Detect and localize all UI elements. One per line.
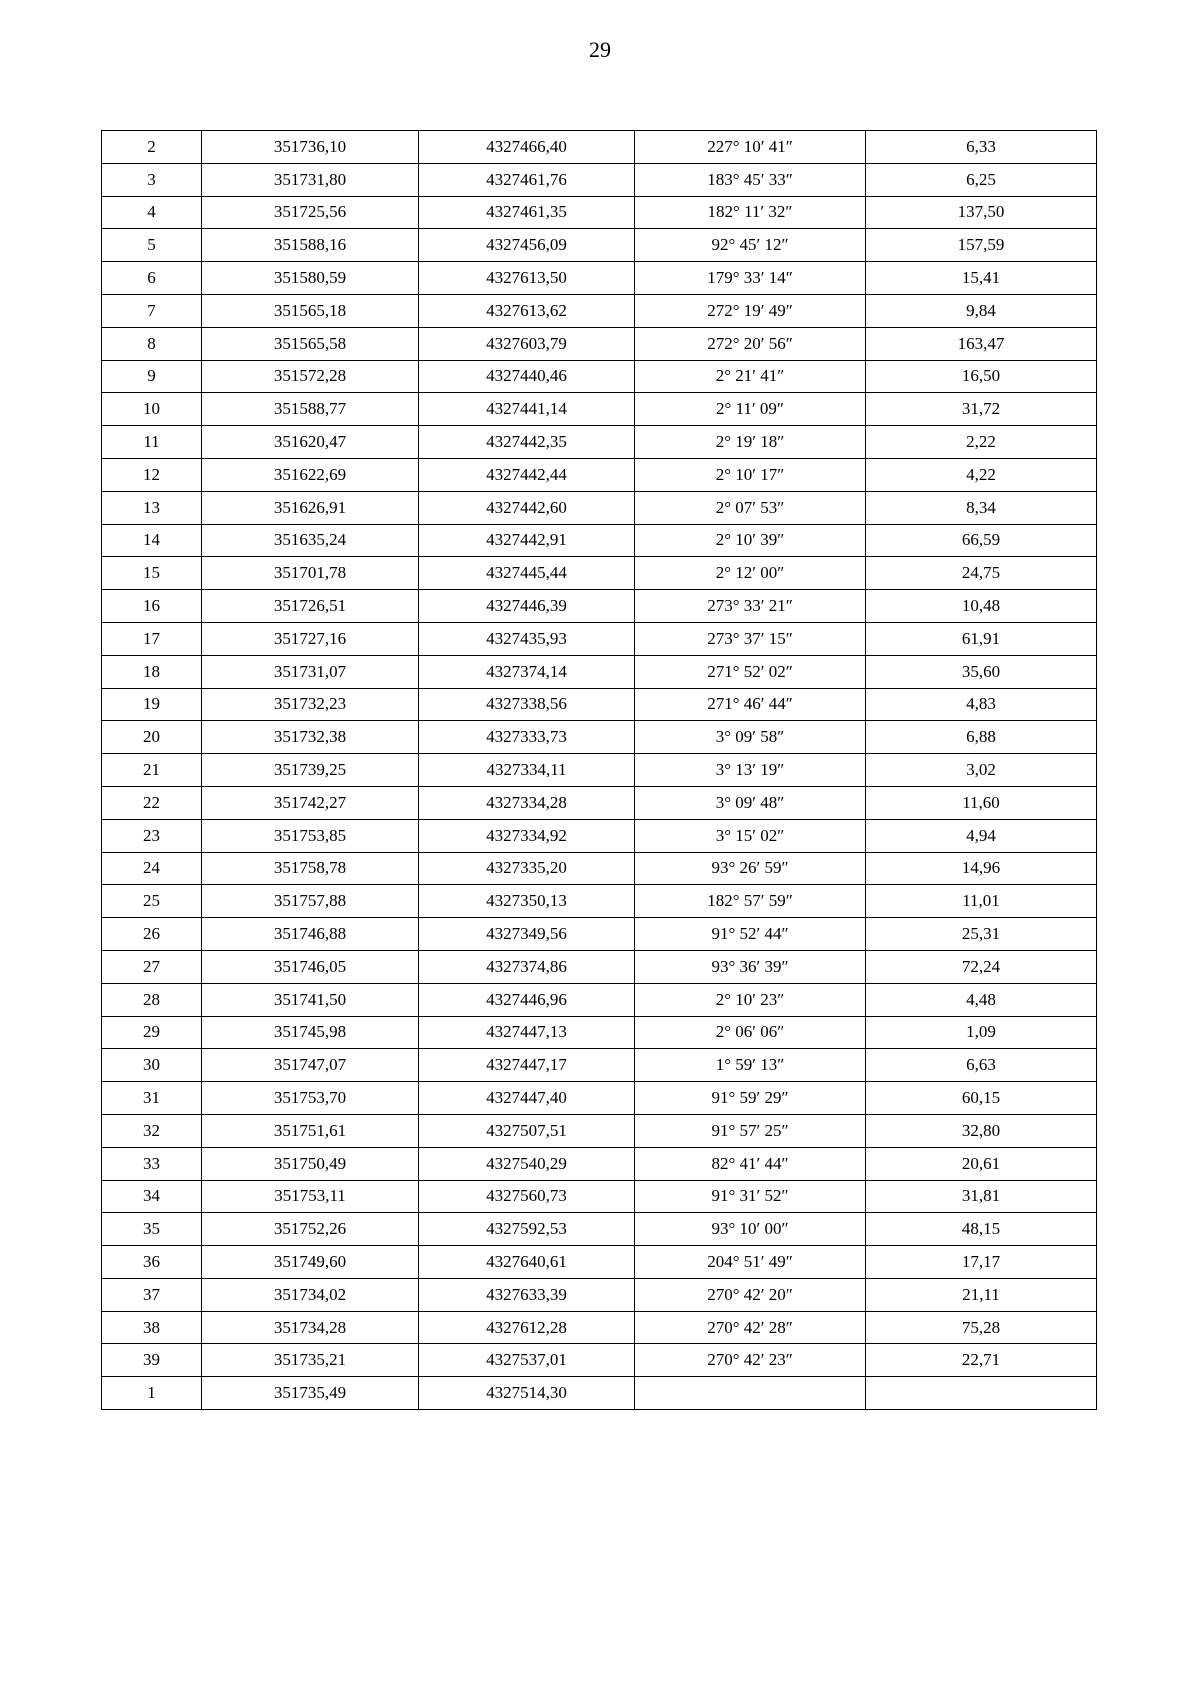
x-coordinate-cell: 351749,60 [202, 1246, 419, 1279]
y-coordinate-cell: 4327446,96 [419, 983, 635, 1016]
table-row [102, 819, 1097, 852]
x-coordinate-cell: 351726,51 [202, 590, 419, 623]
table-row [102, 754, 1097, 787]
distance-cell: 157,59 [866, 229, 1097, 262]
point-number-cell: 8 [102, 327, 202, 360]
point-number-cell: 32 [102, 1114, 202, 1147]
point-number-cell: 7 [102, 294, 202, 327]
x-coordinate-cell: 351753,11 [202, 1180, 419, 1213]
point-number-cell: 4 [102, 196, 202, 229]
y-coordinate-cell: 4327338,56 [419, 688, 635, 721]
table-row [102, 1180, 1097, 1213]
bearing-cell: 93° 26′ 59″ [635, 852, 866, 885]
bearing-cell: 3° 15′ 02″ [635, 819, 866, 852]
x-coordinate-cell: 351572,28 [202, 360, 419, 393]
table-row [102, 1016, 1097, 1049]
table-row [102, 950, 1097, 983]
point-number-cell: 28 [102, 983, 202, 1016]
bearing-cell: 271° 46′ 44″ [635, 688, 866, 721]
bearing-cell: 270° 42′ 20″ [635, 1278, 866, 1311]
bearing-cell: 1° 59′ 13″ [635, 1049, 866, 1082]
x-coordinate-cell: 351741,50 [202, 983, 419, 1016]
y-coordinate-cell: 4327334,11 [419, 754, 635, 787]
point-number-cell: 10 [102, 393, 202, 426]
point-number-cell: 5 [102, 229, 202, 262]
table-row [102, 1147, 1097, 1180]
point-number-cell: 39 [102, 1344, 202, 1377]
bearing-cell: 91° 59′ 29″ [635, 1082, 866, 1115]
table-row [102, 1377, 1097, 1410]
distance-cell: 31,72 [866, 393, 1097, 426]
table-row [102, 983, 1097, 1016]
table-row [102, 721, 1097, 754]
distance-cell: 4,48 [866, 983, 1097, 1016]
point-number-cell: 31 [102, 1082, 202, 1115]
y-coordinate-cell: 4327440,46 [419, 360, 635, 393]
distance-cell: 4,94 [866, 819, 1097, 852]
point-number-cell: 22 [102, 786, 202, 819]
point-number-cell: 25 [102, 885, 202, 918]
x-coordinate-cell: 351753,85 [202, 819, 419, 852]
point-number-cell: 6 [102, 262, 202, 295]
table-row [102, 491, 1097, 524]
bearing-cell: 93° 10′ 00″ [635, 1213, 866, 1246]
bearing-cell: 82° 41′ 44″ [635, 1147, 866, 1180]
distance-cell: 22,71 [866, 1344, 1097, 1377]
bearing-cell: 91° 57′ 25″ [635, 1114, 866, 1147]
y-coordinate-cell: 4327447,17 [419, 1049, 635, 1082]
distance-cell: 14,96 [866, 852, 1097, 885]
point-number-cell: 34 [102, 1180, 202, 1213]
point-number-cell: 35 [102, 1213, 202, 1246]
distance-cell: 25,31 [866, 918, 1097, 951]
distance-cell: 61,91 [866, 622, 1097, 655]
distance-cell: 6,25 [866, 163, 1097, 196]
point-number-cell: 11 [102, 426, 202, 459]
distance-cell: 9,84 [866, 294, 1097, 327]
distance-cell: 1,09 [866, 1016, 1097, 1049]
bearing-cell: 2° 07′ 53″ [635, 491, 866, 524]
y-coordinate-cell: 4327613,50 [419, 262, 635, 295]
point-number-cell: 30 [102, 1049, 202, 1082]
bearing-cell: 273° 33′ 21″ [635, 590, 866, 623]
distance-cell: 17,17 [866, 1246, 1097, 1279]
x-coordinate-cell: 351731,80 [202, 163, 419, 196]
point-number-cell: 29 [102, 1016, 202, 1049]
y-coordinate-cell: 4327456,09 [419, 229, 635, 262]
distance-cell: 4,83 [866, 688, 1097, 721]
table-row [102, 458, 1097, 491]
x-coordinate-cell: 351565,18 [202, 294, 419, 327]
bearing-cell: 2° 19′ 18″ [635, 426, 866, 459]
point-number-cell: 37 [102, 1278, 202, 1311]
point-number-cell: 20 [102, 721, 202, 754]
point-number-cell: 24 [102, 852, 202, 885]
distance-cell: 16,50 [866, 360, 1097, 393]
table-row [102, 918, 1097, 951]
y-coordinate-cell: 4327349,56 [419, 918, 635, 951]
x-coordinate-cell: 351727,16 [202, 622, 419, 655]
point-number-cell: 13 [102, 491, 202, 524]
y-coordinate-cell: 4327446,39 [419, 590, 635, 623]
bearing-cell: 2° 10′ 39″ [635, 524, 866, 557]
bearing-cell: 2° 06′ 06″ [635, 1016, 866, 1049]
x-coordinate-cell: 351751,61 [202, 1114, 419, 1147]
table-row [102, 1246, 1097, 1279]
bearing-cell: 272° 20′ 56″ [635, 327, 866, 360]
table-row [102, 163, 1097, 196]
y-coordinate-cell: 4327335,20 [419, 852, 635, 885]
distance-cell: 15,41 [866, 262, 1097, 295]
y-coordinate-cell: 4327540,29 [419, 1147, 635, 1180]
x-coordinate-cell: 351626,91 [202, 491, 419, 524]
y-coordinate-cell: 4327374,14 [419, 655, 635, 688]
distance-cell: 35,60 [866, 655, 1097, 688]
distance-cell: 75,28 [866, 1311, 1097, 1344]
bearing-cell: 2° 21′ 41″ [635, 360, 866, 393]
bearing-cell: 270° 42′ 23″ [635, 1344, 866, 1377]
table-row [102, 327, 1097, 360]
x-coordinate-cell: 351736,10 [202, 131, 419, 164]
point-number-cell: 9 [102, 360, 202, 393]
distance-cell: 11,60 [866, 786, 1097, 819]
point-number-cell: 15 [102, 557, 202, 590]
coordinates-table-body [102, 131, 1097, 1410]
distance-cell: 137,50 [866, 196, 1097, 229]
y-coordinate-cell: 4327374,86 [419, 950, 635, 983]
bearing-cell: 204° 51′ 49″ [635, 1246, 866, 1279]
x-coordinate-cell: 351746,05 [202, 950, 419, 983]
table-row [102, 1344, 1097, 1377]
table-row [102, 1049, 1097, 1082]
y-coordinate-cell: 4327466,40 [419, 131, 635, 164]
y-coordinate-cell: 4327442,44 [419, 458, 635, 491]
table-row [102, 294, 1097, 327]
y-coordinate-cell: 4327537,01 [419, 1344, 635, 1377]
coordinates-table [101, 130, 1097, 1410]
x-coordinate-cell: 351750,49 [202, 1147, 419, 1180]
y-coordinate-cell: 4327442,91 [419, 524, 635, 557]
distance-cell: 4,22 [866, 458, 1097, 491]
bearing-cell: 182° 57′ 59″ [635, 885, 866, 918]
y-coordinate-cell: 4327592,53 [419, 1213, 635, 1246]
point-number-cell: 1 [102, 1377, 202, 1410]
y-coordinate-cell: 4327333,73 [419, 721, 635, 754]
bearing-cell: 92° 45′ 12″ [635, 229, 866, 262]
table-row [102, 262, 1097, 295]
y-coordinate-cell: 4327612,28 [419, 1311, 635, 1344]
y-coordinate-cell: 4327640,61 [419, 1246, 635, 1279]
distance-cell: 3,02 [866, 754, 1097, 787]
x-coordinate-cell: 351580,59 [202, 262, 419, 295]
distance-cell: 8,34 [866, 491, 1097, 524]
y-coordinate-cell: 4327435,93 [419, 622, 635, 655]
table-row [102, 229, 1097, 262]
bearing-cell: 2° 10′ 23″ [635, 983, 866, 1016]
distance-cell: 10,48 [866, 590, 1097, 623]
bearing-cell: 2° 12′ 00″ [635, 557, 866, 590]
y-coordinate-cell: 4327613,62 [419, 294, 635, 327]
distance-cell: 60,15 [866, 1082, 1097, 1115]
x-coordinate-cell: 351735,21 [202, 1344, 419, 1377]
table-row [102, 622, 1097, 655]
y-coordinate-cell: 4327461,35 [419, 196, 635, 229]
distance-cell: 163,47 [866, 327, 1097, 360]
bearing-cell: 182° 11′ 32″ [635, 196, 866, 229]
distance-cell: 6,88 [866, 721, 1097, 754]
x-coordinate-cell: 351635,24 [202, 524, 419, 557]
y-coordinate-cell: 4327633,39 [419, 1278, 635, 1311]
x-coordinate-cell: 351734,28 [202, 1311, 419, 1344]
distance-cell: 48,15 [866, 1213, 1097, 1246]
point-number-cell: 33 [102, 1147, 202, 1180]
bearing-cell: 3° 09′ 48″ [635, 786, 866, 819]
distance-cell: 6,63 [866, 1049, 1097, 1082]
page-number: 29 [589, 37, 611, 62]
bearing-cell: 2° 10′ 17″ [635, 458, 866, 491]
table-row [102, 524, 1097, 557]
bearing-cell: 227° 10′ 41″ [635, 131, 866, 164]
x-coordinate-cell: 351725,56 [202, 196, 419, 229]
table-row [102, 655, 1097, 688]
distance-cell: 72,24 [866, 950, 1097, 983]
y-coordinate-cell: 4327350,13 [419, 885, 635, 918]
table-row [102, 426, 1097, 459]
x-coordinate-cell: 351701,78 [202, 557, 419, 590]
y-coordinate-cell: 4327603,79 [419, 327, 635, 360]
table-row [102, 786, 1097, 819]
bearing-cell: 2° 11′ 09″ [635, 393, 866, 426]
point-number-cell: 27 [102, 950, 202, 983]
x-coordinate-cell: 351739,25 [202, 754, 419, 787]
point-number-cell: 19 [102, 688, 202, 721]
bearing-cell: 91° 52′ 44″ [635, 918, 866, 951]
point-number-cell: 16 [102, 590, 202, 623]
table-row [102, 1278, 1097, 1311]
distance-cell: 31,81 [866, 1180, 1097, 1213]
table-row [102, 360, 1097, 393]
y-coordinate-cell: 4327441,14 [419, 393, 635, 426]
y-coordinate-cell: 4327442,35 [419, 426, 635, 459]
point-number-cell: 23 [102, 819, 202, 852]
table-row [102, 393, 1097, 426]
y-coordinate-cell: 4327447,40 [419, 1082, 635, 1115]
point-number-cell: 36 [102, 1246, 202, 1279]
x-coordinate-cell: 351622,69 [202, 458, 419, 491]
distance-cell: 11,01 [866, 885, 1097, 918]
bearing-cell: 272° 19′ 49″ [635, 294, 866, 327]
distance-cell: 21,11 [866, 1278, 1097, 1311]
point-number-cell: 3 [102, 163, 202, 196]
table-row [102, 852, 1097, 885]
y-coordinate-cell: 4327560,73 [419, 1180, 635, 1213]
x-coordinate-cell: 351757,88 [202, 885, 419, 918]
x-coordinate-cell: 351745,98 [202, 1016, 419, 1049]
distance-cell [866, 1377, 1097, 1410]
table-row [102, 196, 1097, 229]
x-coordinate-cell: 351731,07 [202, 655, 419, 688]
point-number-cell: 14 [102, 524, 202, 557]
distance-cell: 20,61 [866, 1147, 1097, 1180]
x-coordinate-cell: 351735,49 [202, 1377, 419, 1410]
table-row [102, 1311, 1097, 1344]
point-number-cell: 21 [102, 754, 202, 787]
bearing-cell: 183° 45′ 33″ [635, 163, 866, 196]
table-row [102, 688, 1097, 721]
distance-cell: 2,22 [866, 426, 1097, 459]
table-row [102, 1114, 1097, 1147]
bearing-cell: 3° 13′ 19″ [635, 754, 866, 787]
x-coordinate-cell: 351746,88 [202, 918, 419, 951]
bearing-cell: 271° 52′ 02″ [635, 655, 866, 688]
distance-cell: 66,59 [866, 524, 1097, 557]
x-coordinate-cell: 351588,16 [202, 229, 419, 262]
distance-cell: 24,75 [866, 557, 1097, 590]
bearing-cell: 273° 37′ 15″ [635, 622, 866, 655]
point-number-cell: 26 [102, 918, 202, 951]
table-row [102, 557, 1097, 590]
y-coordinate-cell: 4327334,28 [419, 786, 635, 819]
table-row [102, 1213, 1097, 1246]
table-row [102, 131, 1097, 164]
point-number-cell: 17 [102, 622, 202, 655]
bearing-cell: 3° 09′ 58″ [635, 721, 866, 754]
bearing-cell: 270° 42′ 28″ [635, 1311, 866, 1344]
table-row [102, 590, 1097, 623]
point-number-cell: 18 [102, 655, 202, 688]
bearing-cell [635, 1377, 866, 1410]
bearing-cell: 179° 33′ 14″ [635, 262, 866, 295]
table-row [102, 1082, 1097, 1115]
point-number-cell: 2 [102, 131, 202, 164]
x-coordinate-cell: 351565,58 [202, 327, 419, 360]
x-coordinate-cell: 351732,38 [202, 721, 419, 754]
x-coordinate-cell: 351742,27 [202, 786, 419, 819]
table-row [102, 885, 1097, 918]
x-coordinate-cell: 351753,70 [202, 1082, 419, 1115]
distance-cell: 6,33 [866, 131, 1097, 164]
x-coordinate-cell: 351747,07 [202, 1049, 419, 1082]
y-coordinate-cell: 4327442,60 [419, 491, 635, 524]
y-coordinate-cell: 4327514,30 [419, 1377, 635, 1410]
x-coordinate-cell: 351734,02 [202, 1278, 419, 1311]
x-coordinate-cell: 351732,23 [202, 688, 419, 721]
x-coordinate-cell: 351758,78 [202, 852, 419, 885]
y-coordinate-cell: 4327445,44 [419, 557, 635, 590]
y-coordinate-cell: 4327507,51 [419, 1114, 635, 1147]
y-coordinate-cell: 4327334,92 [419, 819, 635, 852]
x-coordinate-cell: 351752,26 [202, 1213, 419, 1246]
x-coordinate-cell: 351588,77 [202, 393, 419, 426]
y-coordinate-cell: 4327461,76 [419, 163, 635, 196]
x-coordinate-cell: 351620,47 [202, 426, 419, 459]
y-coordinate-cell: 4327447,13 [419, 1016, 635, 1049]
point-number-cell: 38 [102, 1311, 202, 1344]
point-number-cell: 12 [102, 458, 202, 491]
bearing-cell: 91° 31′ 52″ [635, 1180, 866, 1213]
bearing-cell: 93° 36′ 39″ [635, 950, 866, 983]
distance-cell: 32,80 [866, 1114, 1097, 1147]
